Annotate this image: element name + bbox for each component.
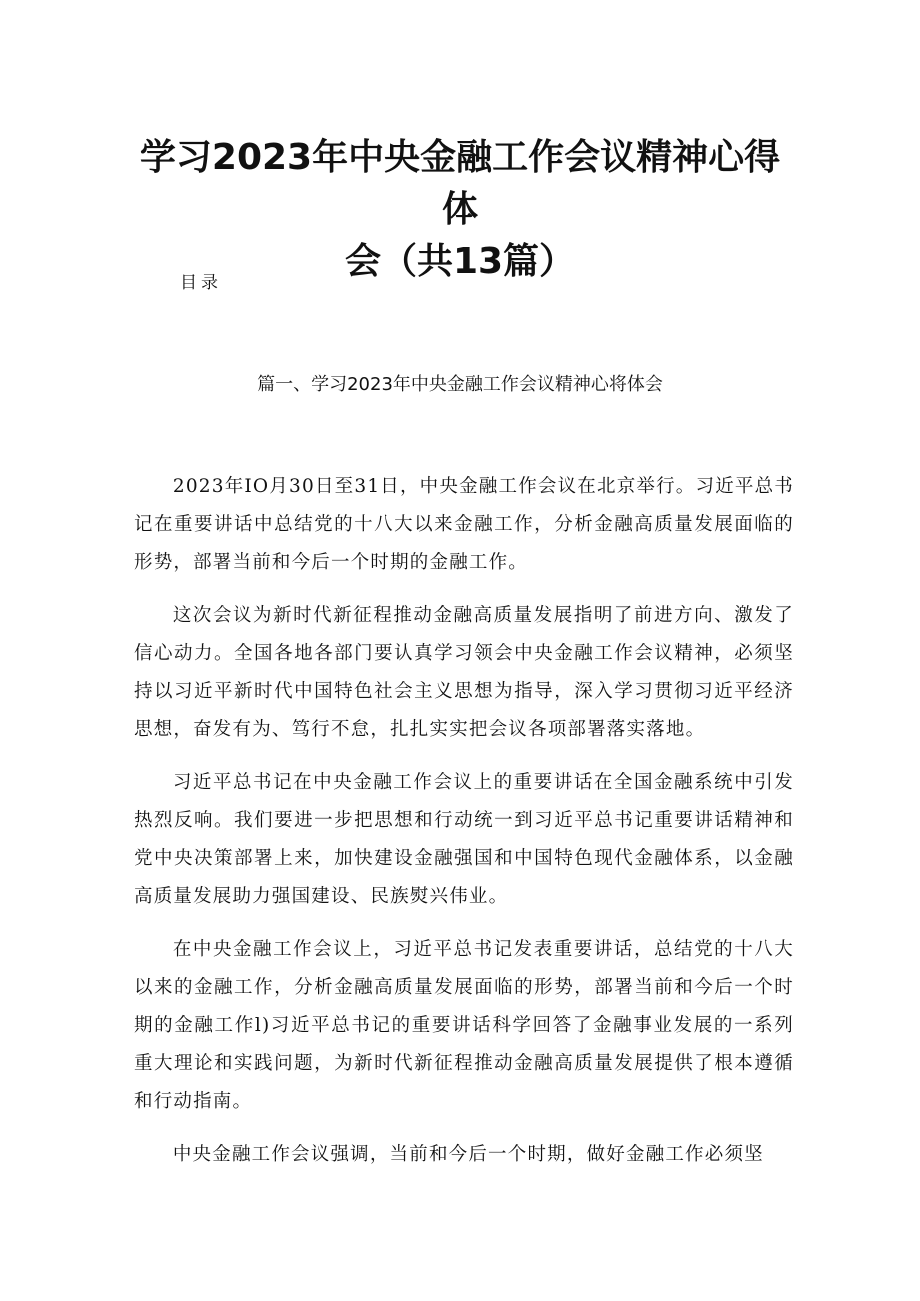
table-of-contents-label: 目录 — [180, 273, 222, 293]
document-title-line-2: 会（共13篇） — [344, 241, 576, 282]
document-title-line-1: 学习2023年中央金融工作会议精神心得体 — [139, 137, 781, 230]
paragraph-2: 这次会议为新时代新征程推动金融高质量发展指明了前进方向、激发了信心动力。全国各地各部门要认真学习领会中央金融工作会议精神，必须坚持以习近平新时代中国特色社会主义思想为指导，深入学习贯彻习近平经济思想，奋发有为、笃行不怠，扎扎实实把会议各项部署落实落地。 — [134, 605, 794, 740]
document-title — [130, 132, 790, 288]
paragraph-3: 习近平总书记在中央金融工作会议上的重要讲话在全国金融系统中引发热烈反响。我们要进一步把思想和行动统一到习近平总书记重要讲话精神和党中央决策部署上来，加快建设金融强国和中国特色现代金融体系，以金融高质量发展助力强国建设、民族熨兴伟业。 — [134, 772, 794, 907]
paragraph-4: 在中央金融工作会议上，习近平总书记发表重要讲话，总结党的十八大以来的金融工作，分析金融高质量发展面临的形势，部署当前和今后一个时期的金融工作l)习近平总书记的重要讲话科学回答了金融事业发展的一系列重大理论和实践问题，为新时代新征程推动金融高质量发展提供了根本遵循和行动指南。 — [134, 939, 794, 1112]
body-text — [134, 468, 794, 1189]
section-heading: 篇一、学习2023年中央金融工作会议精神心将体会 — [257, 374, 663, 395]
paragraph-5: 中央金融工作会议强调，当前和今后一个时期，做好金融工作必须坚 — [172, 1144, 764, 1165]
paragraph-1: 2023年IO月30日至31日，中央金融工作会议在北京举行。习近平总书记在重要讲话中总结党的十八大以来金融工作，分析金融高质量发展面临的形势，部署当前和今后一个时期的金融工作。 — [134, 476, 794, 573]
